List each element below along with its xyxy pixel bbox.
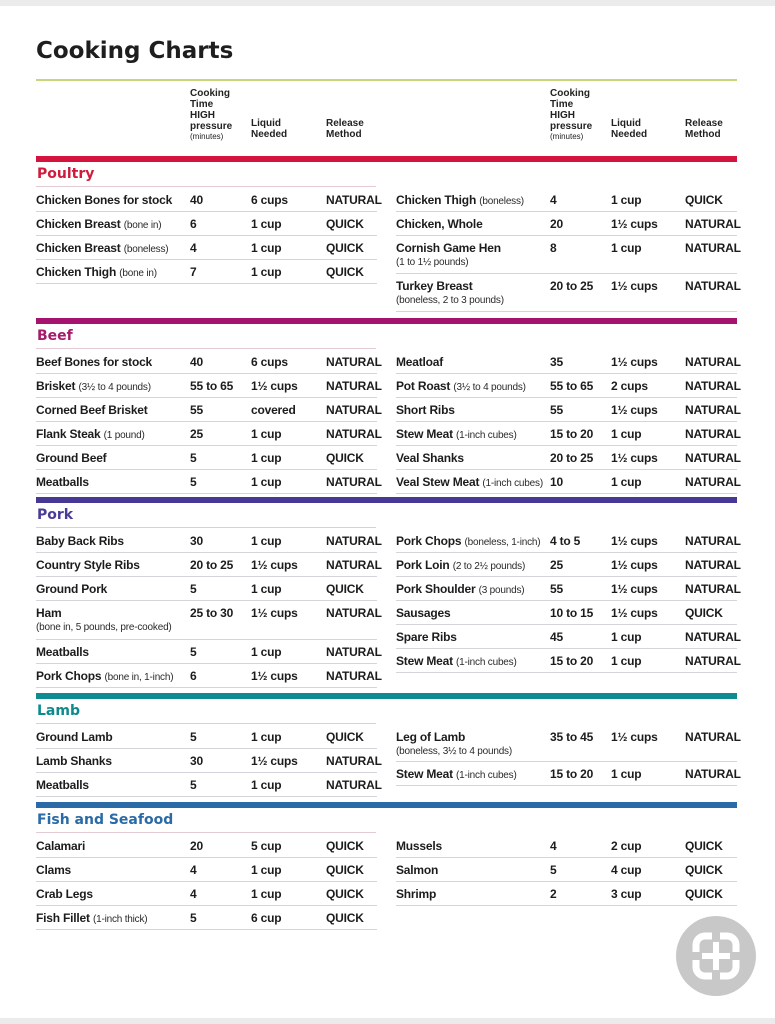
item-name: Pork Loin (2 to 2½ pounds) — [396, 558, 526, 572]
table-row — [36, 212, 377, 236]
liquid-needed-value: 1½ cups — [611, 582, 658, 596]
item-note: (1-inch cubes) — [456, 430, 517, 441]
cooking-time-value: 2 — [550, 887, 557, 901]
table-row — [36, 446, 377, 470]
release-method-value: NATURAL — [685, 558, 741, 572]
table-row — [36, 858, 377, 882]
table-row — [396, 601, 737, 625]
item-note: (3 pounds) — [478, 585, 525, 596]
cooking-time-value: 5 — [550, 863, 557, 877]
item-name: Corned Beef Brisket — [36, 403, 148, 417]
table-row — [36, 577, 377, 601]
release-method-value: QUICK — [326, 863, 364, 877]
table-row — [396, 236, 741, 274]
column-left — [36, 188, 382, 284]
item-name: Calamari — [36, 839, 86, 853]
item-name: Cornish Game Hen (1 to 1½ pounds) — [396, 241, 501, 268]
liquid-needed-value: 1½ cups — [611, 606, 658, 620]
liquid-needed-value: 1½ cups — [611, 534, 658, 548]
table-row — [36, 906, 377, 930]
release-method-value: QUICK — [326, 911, 364, 925]
table-row — [396, 212, 741, 236]
release-method-value: QUICK — [685, 887, 723, 901]
table-row — [36, 882, 377, 906]
item-note: (3½ to 4 pounds) — [78, 382, 151, 393]
cooking-time-value: 4 — [190, 241, 197, 255]
item-name: Shrimp — [396, 887, 437, 901]
release-method-value: NATURAL — [685, 630, 741, 644]
liquid-needed-value: 1½ cups — [251, 379, 298, 393]
table-row — [396, 446, 741, 470]
release-method-value: NATURAL — [685, 403, 741, 417]
item-note: (bone in) — [123, 220, 162, 231]
liquid-needed-value: 1 cup — [251, 778, 282, 792]
liquid-needed-value: 1 cup — [611, 630, 642, 644]
cooking-time-value: 25 — [550, 558, 563, 572]
liquid-needed-value: 5 cup — [251, 839, 282, 853]
cooking-time-value: 8 — [550, 241, 557, 255]
table-row — [396, 188, 737, 212]
table-row — [36, 374, 382, 398]
item-name: Pork Chops (bone in, 1-inch) — [36, 669, 174, 683]
liquid-needed-value: 1 cup — [251, 475, 282, 489]
watermark-logo — [676, 916, 756, 996]
liquid-needed-value: 1 cup — [251, 451, 282, 465]
column-left — [36, 725, 382, 797]
column-left — [36, 834, 377, 930]
liquid-needed-value: 1½ cups — [251, 606, 298, 620]
liquid-needed-value: 1½ cups — [611, 279, 658, 293]
item-note: (2 to 2½ pounds) — [452, 561, 526, 572]
cooking-time-value: 5 — [190, 475, 197, 489]
item-detail: (bone in, 5 pounds, pre-cooked) — [36, 622, 172, 633]
release-method-value: NATURAL — [685, 475, 741, 489]
table-row — [36, 640, 382, 664]
liquid-needed-value: 1½ cups — [611, 355, 658, 369]
column-right — [396, 529, 741, 673]
item-note: (1-inch thick) — [92, 914, 148, 925]
liquid-needed-value: 6 cups — [251, 193, 288, 207]
section-color-bar — [36, 156, 737, 162]
column-right — [396, 725, 741, 786]
release-method-value: NATURAL — [326, 778, 382, 792]
table-row — [396, 470, 741, 494]
cooking-time-value: 55 — [550, 403, 563, 417]
plus-badge-icon — [676, 916, 756, 996]
section-title: Beef — [37, 328, 73, 344]
liquid-needed-value: 1 cup — [251, 582, 282, 596]
cooking-time-value: 6 — [190, 217, 197, 231]
liquid-needed-value: 3 cup — [611, 887, 642, 901]
item-name: Fish Fillet (1-inch thick) — [36, 911, 148, 925]
liquid-needed-value: 1 cup — [251, 534, 282, 548]
table-row — [396, 350, 741, 374]
cooking-time-value: 55 to 65 — [190, 379, 234, 393]
cooking-time-value: 20 to 25 — [190, 558, 234, 572]
table-row — [36, 601, 382, 640]
liquid-needed-value: 4 cup — [611, 863, 642, 877]
section-divider — [36, 348, 376, 349]
cooking-time-value: 4 — [550, 193, 557, 207]
table-row — [36, 350, 382, 374]
section-title: Pork — [37, 507, 74, 523]
release-method-value: QUICK — [326, 217, 364, 231]
table-row — [36, 773, 382, 797]
cooking-time-value: 20 — [190, 839, 203, 853]
section-color-bar — [36, 693, 737, 699]
item-name: Pork Shoulder (3 pounds) — [396, 582, 525, 596]
item-name: Spare Ribs — [396, 630, 457, 644]
cooking-time-value: 40 — [190, 355, 203, 369]
table-row — [36, 260, 377, 284]
release-method-value: QUICK — [326, 265, 364, 279]
page-title: Cooking Charts — [36, 38, 234, 64]
table-row — [396, 422, 741, 446]
item-note: (boneless) — [479, 196, 524, 207]
table-row — [36, 834, 377, 858]
table-row — [36, 188, 382, 212]
header-liquid-needed: Liquid Needed — [611, 118, 648, 140]
cooking-time-value: 55 to 65 — [550, 379, 594, 393]
item-detail: (boneless, 3½ to 4 pounds) — [396, 746, 512, 757]
item-name: Ground Lamb — [36, 730, 113, 744]
cooking-time-value: 25 to 30 — [190, 606, 234, 620]
release-method-value: NATURAL — [326, 558, 382, 572]
item-name: Leg of Lamb (boneless, 3½ to 4 pounds) — [396, 730, 512, 757]
release-method-value: QUICK — [326, 887, 364, 901]
item-name: Country Style Ribs — [36, 558, 140, 572]
liquid-needed-value: 1 cup — [251, 241, 282, 255]
header-liquid-needed: Liquid Needed — [251, 118, 288, 140]
item-name: Veal Stew Meat (1-inch cubes) — [396, 475, 543, 489]
item-note: (1-inch cubes) — [482, 478, 543, 489]
liquid-needed-value: 1 cup — [611, 767, 642, 781]
release-method-value: QUICK — [685, 193, 723, 207]
header-release-method: Release Method — [685, 118, 723, 140]
liquid-needed-value: 6 cup — [251, 911, 282, 925]
column-right — [396, 350, 741, 494]
item-name: Turkey Breast (boneless, 2 to 3 pounds) — [396, 279, 504, 306]
liquid-needed-value: 1 cup — [251, 427, 282, 441]
item-note: (bone in) — [119, 268, 157, 279]
release-method-value: QUICK — [326, 241, 364, 255]
release-method-value: NATURAL — [326, 645, 382, 659]
cooking-time-value: 5 — [190, 451, 197, 465]
cooking-time-value: 15 to 20 — [550, 427, 594, 441]
cooking-time-value: 40 — [190, 193, 203, 207]
item-note: (boneless) — [123, 244, 169, 255]
liquid-needed-value: 1½ cups — [251, 558, 298, 572]
item-name: Meatballs — [36, 778, 89, 792]
column-left — [36, 529, 382, 688]
cooking-time-value: 55 — [190, 403, 203, 417]
table-row — [36, 470, 382, 494]
cooking-time-value: 45 — [550, 630, 563, 644]
release-method-value: NATURAL — [685, 534, 741, 548]
item-name: Pot Roast (3½ to 4 pounds) — [396, 379, 526, 393]
item-name: Short Ribs — [396, 403, 455, 417]
liquid-needed-value: 1 cup — [611, 654, 642, 668]
table-row — [396, 274, 741, 312]
cooking-time-value: 10 — [550, 475, 563, 489]
release-method-value: NATURAL — [685, 451, 741, 465]
table-row — [396, 577, 741, 601]
release-method-value: NATURAL — [685, 355, 741, 369]
cooking-time-value: 4 — [190, 887, 197, 901]
table-row — [396, 374, 741, 398]
cooking-time-value: 10 to 15 — [550, 606, 594, 620]
item-name: Crab Legs — [36, 887, 93, 901]
column-right — [396, 188, 741, 312]
liquid-needed-value: 2 cups — [611, 379, 648, 393]
item-note: (bone in, 1-inch) — [104, 672, 174, 683]
liquid-needed-value: 1½ cups — [611, 403, 658, 417]
cooking-time-value: 5 — [190, 730, 197, 744]
section-divider — [36, 723, 376, 724]
cooking-time-value: 4 to 5 — [550, 534, 581, 548]
liquid-needed-value: 1 cup — [611, 193, 642, 207]
table-row — [396, 529, 741, 553]
item-name: Chicken Breast (boneless) — [36, 241, 169, 255]
title-divider — [36, 79, 737, 81]
column-left — [36, 350, 382, 494]
item-note: (3½ to 4 pounds) — [453, 382, 526, 393]
cooking-time-value: 20 to 25 — [550, 451, 594, 465]
liquid-needed-value: covered — [251, 403, 296, 417]
section-title: Poultry — [37, 166, 95, 182]
item-name: Chicken, Whole — [396, 217, 483, 231]
liquid-needed-value: 1 cup — [251, 645, 282, 659]
item-detail: (boneless, 2 to 3 pounds) — [396, 295, 504, 306]
liquid-needed-value: 1 cup — [251, 730, 282, 744]
item-name: Meatloaf — [396, 355, 444, 369]
cooking-time-value: 20 — [550, 217, 563, 231]
item-name: Ground Beef — [36, 451, 107, 465]
release-method-value: QUICK — [685, 839, 723, 853]
item-note: (1 pound) — [103, 430, 145, 441]
section-color-bar — [36, 497, 737, 503]
item-name: Meatballs — [36, 645, 89, 659]
liquid-needed-value: 1 cup — [611, 241, 642, 255]
release-method-value: QUICK — [326, 730, 364, 744]
table-row — [36, 725, 377, 749]
table-row — [36, 422, 382, 446]
release-method-value: NATURAL — [326, 403, 382, 417]
item-name: Ground Pork — [36, 582, 108, 596]
cooking-time-value: 30 — [190, 534, 203, 548]
item-name: Salmon — [396, 863, 439, 877]
document-page — [0, 6, 775, 1018]
cooking-time-value: 5 — [190, 645, 197, 659]
cooking-time-value: 55 — [550, 582, 563, 596]
release-method-value: NATURAL — [326, 379, 382, 393]
item-name: Chicken Thigh (bone in) — [36, 265, 157, 279]
release-method-value: QUICK — [326, 839, 364, 853]
liquid-needed-value: 6 cups — [251, 355, 288, 369]
release-method-value: NATURAL — [685, 241, 741, 255]
release-method-value: NATURAL — [685, 217, 741, 231]
table-row — [36, 553, 382, 577]
liquid-needed-value: 1½ cups — [251, 669, 298, 683]
cooking-time-value: 4 — [190, 863, 197, 877]
table-row — [396, 649, 741, 673]
cooking-time-value: 35 to 45 — [550, 730, 594, 744]
section-color-bar — [36, 802, 737, 808]
release-method-value: NATURAL — [326, 193, 382, 207]
table-row — [36, 664, 382, 688]
release-method-value: NATURAL — [326, 355, 382, 369]
item-name: Stew Meat (1-inch cubes) — [396, 767, 517, 781]
table-row — [396, 398, 741, 422]
item-name: Brisket (3½ to 4 pounds) — [36, 379, 151, 393]
release-method-value: QUICK — [685, 606, 723, 620]
cooking-time-value: 7 — [190, 265, 197, 279]
liquid-needed-value: 1½ cups — [611, 558, 658, 572]
item-name: Chicken Breast (bone in) — [36, 217, 162, 231]
cooking-time-value: 5 — [190, 911, 197, 925]
column-right — [396, 834, 737, 906]
item-name: Stew Meat (1-inch cubes) — [396, 654, 517, 668]
section-color-bar — [36, 318, 737, 324]
table-row — [396, 882, 737, 906]
item-note: (1-inch cubes) — [456, 770, 517, 781]
header-cooking-time: Cooking Time HIGH pressure (minutes) — [550, 88, 593, 141]
table-row — [36, 398, 382, 422]
cooking-time-value: 20 to 25 — [550, 279, 594, 293]
liquid-needed-value: 1 cup — [251, 887, 282, 901]
table-row — [36, 529, 382, 553]
table-row — [36, 749, 382, 773]
cooking-time-value: 4 — [550, 839, 557, 853]
item-name: Meatballs — [36, 475, 89, 489]
item-name: Pork Chops (boneless, 1-inch) — [396, 534, 541, 548]
liquid-needed-value: 1½ cups — [611, 217, 658, 231]
cooking-time-value: 5 — [190, 582, 197, 596]
item-name: Lamb Shanks — [36, 754, 112, 768]
cooking-time-value: 15 to 20 — [550, 767, 594, 781]
header-cooking-time: Cooking Time HIGH pressure (minutes) — [190, 88, 233, 141]
release-method-value: NATURAL — [685, 379, 741, 393]
release-method-value: QUICK — [326, 451, 364, 465]
item-name: Chicken Thigh (boneless) — [396, 193, 524, 207]
liquid-needed-value: 1 cup — [251, 265, 282, 279]
release-method-value: NATURAL — [685, 654, 741, 668]
release-method-value: NATURAL — [685, 730, 741, 744]
liquid-needed-value: 1½ cups — [611, 451, 658, 465]
item-name: Stew Meat (1-inch cubes) — [396, 427, 517, 441]
liquid-needed-value: 2 cup — [611, 839, 642, 853]
liquid-needed-value: 1½ cups — [611, 730, 658, 744]
liquid-needed-value: 1 cup — [251, 217, 282, 231]
table-row — [396, 858, 737, 882]
release-method-value: QUICK — [685, 863, 723, 877]
table-row — [396, 725, 741, 762]
liquid-needed-value: 1 cup — [611, 475, 642, 489]
table-row — [396, 834, 737, 858]
section-title: Fish and Seafood — [37, 812, 174, 828]
item-name: Beef Bones for stock — [36, 355, 153, 369]
section-divider — [36, 832, 376, 833]
header-release-method: Release Method — [326, 118, 364, 140]
item-detail: (1 to 1½ pounds) — [396, 257, 469, 268]
release-method-value: NATURAL — [685, 582, 741, 596]
release-method-value: NATURAL — [326, 475, 382, 489]
item-name: Clams — [36, 863, 72, 877]
release-method-value: NATURAL — [326, 534, 382, 548]
release-method-value: NATURAL — [326, 606, 382, 620]
cooking-time-value: 6 — [190, 669, 197, 683]
table-row — [396, 762, 741, 786]
section-divider — [36, 527, 376, 528]
item-name: Baby Back Ribs — [36, 534, 124, 548]
release-method-value: NATURAL — [326, 754, 382, 768]
cooking-time-value: 35 — [550, 355, 563, 369]
table-row — [396, 553, 741, 577]
release-method-value: NATURAL — [326, 427, 382, 441]
release-method-value: NATURAL — [685, 767, 741, 781]
item-name: Chicken Bones for stock — [36, 193, 173, 207]
table-row — [396, 625, 741, 649]
item-name: Mussels — [396, 839, 442, 853]
liquid-needed-value: 1 cup — [611, 427, 642, 441]
table-row — [36, 236, 377, 260]
release-method-value: NATURAL — [685, 279, 741, 293]
cooking-time-value: 30 — [190, 754, 203, 768]
item-name: Veal Shanks — [396, 451, 464, 465]
item-name: Flank Steak (1 pound) — [36, 427, 145, 441]
item-note: (boneless, 1-inch) — [464, 537, 541, 548]
item-name: Sausages — [396, 606, 451, 620]
cooking-time-value: 25 — [190, 427, 203, 441]
cooking-time-value: 15 to 20 — [550, 654, 594, 668]
liquid-needed-value: 1½ cups — [251, 754, 298, 768]
item-name: Ham (bone in, 5 pounds, pre-cooked) — [36, 606, 172, 633]
liquid-needed-value: 1 cup — [251, 863, 282, 877]
release-method-value: QUICK — [326, 582, 364, 596]
section-divider — [36, 186, 376, 187]
release-method-value: NATURAL — [326, 669, 382, 683]
release-method-value: NATURAL — [685, 427, 741, 441]
item-note: (1-inch cubes) — [456, 657, 517, 668]
cooking-time-value: 5 — [190, 778, 197, 792]
section-title: Lamb — [37, 703, 80, 719]
